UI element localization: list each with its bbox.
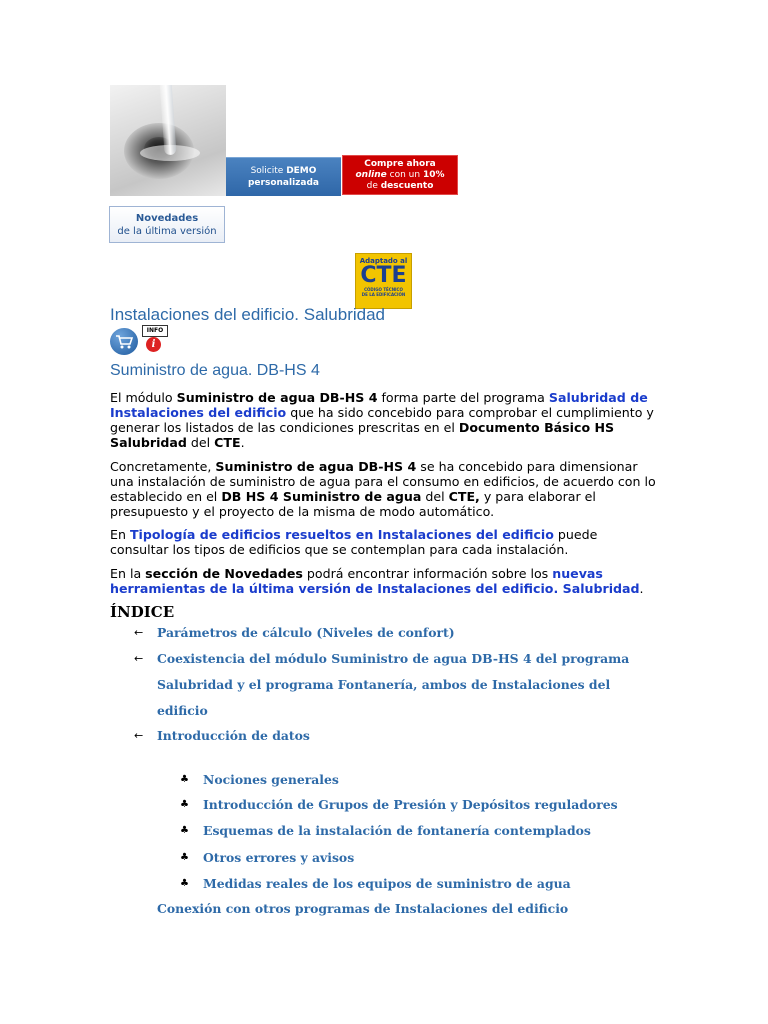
description-paragraph: Concretamente, Suministro de agua DB-HS 4 se ha concebido para dimensionar una instalación de suministro de agua para el consumo en edificios, de acuerdo con lo establecido en el DB HS 4 Suministro de agua del CTE, y para elaborar el presupuesto y el proyecto de la misma de modo automático. (110, 459, 656, 519)
cart-icon[interactable] (110, 328, 138, 355)
index-item-parametros[interactable]: Parámetros de cálculo (Niveles de confort) (157, 625, 455, 640)
subitem-medidas[interactable]: Medidas reales de los equipos de suministro de agua (203, 876, 571, 891)
arrow-icon: ← (134, 729, 144, 742)
club-icon: ♣ (180, 852, 189, 863)
section-title: Suministro de agua. DB-HS 4 (110, 362, 320, 379)
info-icon[interactable]: i (146, 337, 161, 352)
latest-version-news-button[interactable]: Novedades de la última versión (109, 206, 225, 243)
new-tools-link[interactable]: nuevas herramientas de la última versión de Instalaciones del edificio. Salubridad (110, 566, 640, 596)
club-icon: ♣ (180, 774, 189, 785)
index-item-coexistencia[interactable]: Coexistencia del módulo Suministro de agua DB-HS 4 del programa Salubridad y el programa Fontanería, ambos de Instalaciones del edificio (157, 651, 630, 718)
index-title: ÍNDICE (110, 603, 175, 621)
club-icon: ♣ (180, 878, 189, 889)
club-icon: ♣ (180, 825, 189, 836)
typology-paragraph: En Tipología de edificios resueltos en Instalaciones del edificio puede consultar los tipos de edificios que se contemplan para cada instalación. (110, 527, 598, 557)
info-label[interactable]: INFO (142, 325, 168, 337)
request-demo-button[interactable]: Solicite DEMO personalizada (226, 157, 341, 196)
news-paragraph: En la sección de Novedades podrá encontrar información sobre los nuevas herramientas de la última versión de Instalaciones del edificio. Salubridad. (110, 566, 644, 596)
subitem-grupos-presion[interactable]: Introducción de Grupos de Presión y Depósitos reguladores (203, 797, 618, 812)
subitem-errores[interactable]: Otros errores y avisos (203, 850, 355, 865)
salubridad-link[interactable]: Salubridad de Instalaciones del edificio (110, 390, 648, 420)
club-icon: ♣ (180, 799, 189, 810)
buy-online-button[interactable]: Compre ahora online con un 10% de descuento (342, 155, 458, 195)
index-item-introduccion[interactable]: Introducción de datos (157, 728, 310, 743)
page-title: Instalaciones del edificio. Salubridad (110, 305, 386, 324)
index-item-conexion[interactable]: Conexión con otros programas de Instalaciones del edificio (157, 901, 569, 916)
arrow-icon: ← (134, 626, 144, 639)
subitem-nociones[interactable]: Nociones generales (203, 772, 339, 787)
arrow-icon: ← (134, 652, 144, 665)
cte-badge: Adaptado al CTE CÓDIGO TÉCNICO DE LA EDIFICACIÓN (355, 253, 412, 309)
typology-link[interactable]: Tipología de edificios resueltos en Instalaciones del edificio (129, 527, 554, 542)
subitem-esquemas[interactable]: Esquemas de la instalación de fontanería contemplados (203, 823, 591, 838)
drain-photo (110, 85, 226, 196)
intro-paragraph: El módulo Suministro de agua DB-HS 4 forma parte del programa Salubridad de Instalaciones del edificio que ha sido concebido para comprobar el cumplimiento y generar los listados de las condiciones prescritas en el Documento Básico HS Salubridad del CTE. (110, 390, 654, 450)
